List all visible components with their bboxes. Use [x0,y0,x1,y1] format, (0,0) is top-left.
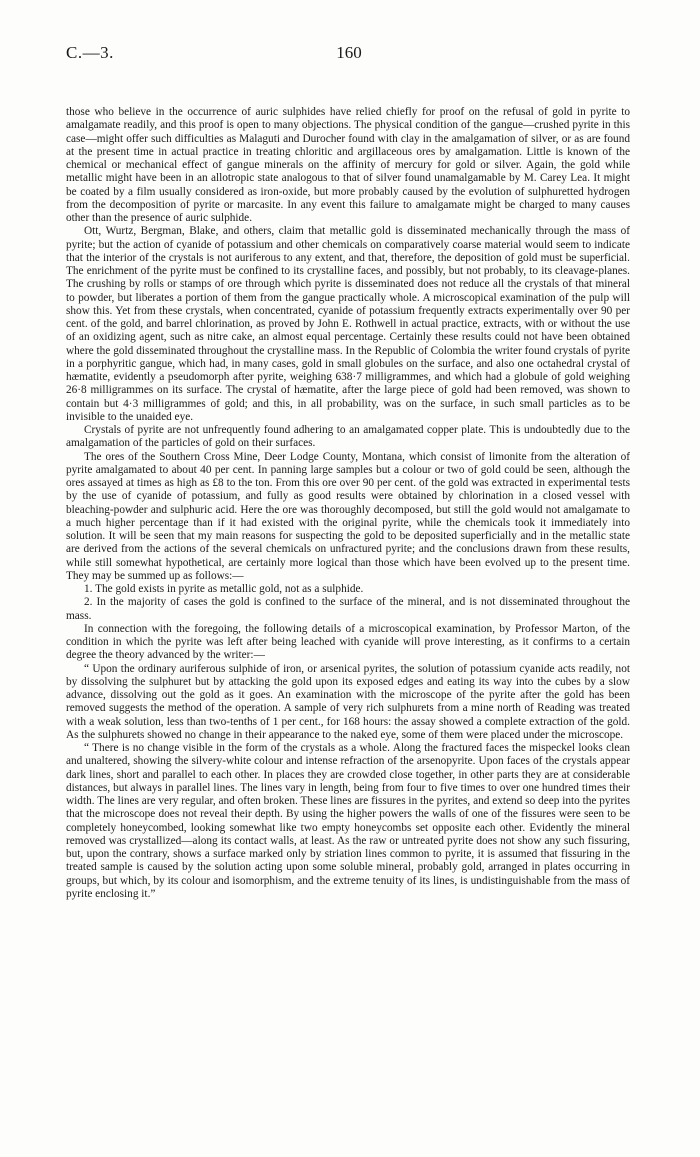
page-number: 160 [336,43,362,62]
conclusion-item-2: 2. In the majority of cases the gold is confined to the surface of the mineral, and is not disseminated throughout the mass. [66,596,630,622]
paragraph-microscopical-examination: In connection with the foregoing, the following details of a microscopical examination, by Professor Marton, of the condition in which the pyrite was left after being leached with cyanide will prove interesting, as it confirms to a certain degree the theory advanced by the writer:— [66,622,630,662]
paragraph-southern-cross-mine: The ores of the Southern Cross Mine, Deer Lodge County, Montana, which consist of limonite from the alteration of pyrite amalgamated to about 40 per cent. In panning large samples but a colour or two of gold could be seen, although the ores assayed at times as high as £8 to the ton. From this ore over 90 per cent. of the gold was extracted in experimental tests by the use of cyanide of potassium, and fully as good results were obtained by chlorination in a closed vessel with bleaching-powder and sulphuric acid. Here the ore was thoroughly decomposed, but still the gold would not amalgamate to a much higher percentage than if it had existed with the original pyrite, while the chemicals took it immediately into solution. It will be seen that my main reasons for suspecting the gold to be deposited superficially and in the metallic state are derived from the actions of the several chemicals on unfractured pyrite; and the conclusions drawn from these results, while still somewhat hypothetical, are certainly more logical than those which have been evolved up to the present time. They may be summed up as follows:— [66,450,630,582]
paragraph-auric-sulphides: those who believe in the occurrence of auric sulphides have relied chiefly for proof on the refusal of gold in pyrite to amalgamate readily, and this proof is open to many objections. The physical condition of the gangue—crushed pyrite in this case—might offer such difficulties as Malaguti and Durocher found with clay in the amalgamation of silver, or as are found at the present time in actual practice in treating chloritic and argillaceous ores by amalgamation. Little is known of the chemical or mechanical effect of gangue minerals on the affinity of mercury for gold or silver. Again, the gold while metallic might have been in an allotropic state analogous to that of silver found unamalgamable by M. Carey Lea. It might be coated by a film usually considered as iron-oxide, but more probably caused by the evolution of sulphuretted hydrogen from the decomposition of pyrite or marcasite. In any event this failure to amalgamate might be charged to many causes other than the presence of auric sulphide. [66,106,630,224]
paragraph-copper-plate: Crystals of pyrite are not unfrequently found adhering to an amalgamated copper plate. This is undoubtedly due to the amalgamation of the particles of gold on their surfaces. [66,424,630,450]
page-header [66,43,632,65]
body-text [66,106,630,901]
document-reference: C.—3. [66,43,114,62]
quote-cyanide-action: “ Upon the ordinary auriferous sulphide of iron, or arsenical pyrites, the solution of potassium cyanide acts readily, not by dissolving the sulphuret but by attacking the gold upon its exposed edges and eating its way into the cubes by a slow advance, dissolving out the gold as it goes. An examination with the microscope of the pyrite after the gold has been removed suggests the method of the operation. A sample of very rich sulphurets from a mine north of Reading was treated with a weak solution, less than two-tenths of 1 per cent., for 168 hours: the assay showed a complete extraction of the gold. As the sulphurets showed no change in their appearance to the naked eye, some of them were placed under the microscope. [66,662,630,741]
conclusion-item-1: 1. The gold exists in pyrite as metallic gold, not as a sulphide. [84,583,364,595]
paragraph-disseminated-gold: Ott, Wurtz, Bergman, Blake, and others, claim that metallic gold is disseminated mechanically through the mass of pyrite; but the action of cyanide of potassium and other chemicals on comparatively coarse material would seem to indicate that the interior of the crystals is not auriferous to any extent, and that, therefore, the deposition of gold must be superficial. The enrichment of the pyrite must be confined to its crystalline faces, and possibly, but not probably, to its cleavage-planes. The crushing by rolls or stamps of ore through which pyrite is disseminated does not reduce all the crystals of that mineral to powder, but liberates a portion of them from the gangue practically whole. A microscopical examination of the pulp will show this. Yet from these crystals, when concentrated, cyanide of potassium frequently extracts experimentally over 90 per cent. of the gold, and barrel chlorination, as proved by John E. Rothwell in actual practice, extracts, with or without the use of an oxidizing agent, such as nitre cake, an almost equal percentage. Certainly these results could not have been obtained where the gold disseminated throughout the crystalline mass. In the Republic of Colombia the writer found crystals of pyrite in a porphyritic gangue, which had, in many cases, gold in small globules on the surface, and also one octahedral crystal of hæmatite, evidently a pseudomorph after pyrite, weighing 638·7 milligrammes, and which had a globule of gold weighing 26·8 milligrammes on its surface. The crystal of hæmatite, after the large piece of gold had been removed, was shown to contain but 4·3 milligrammes of gold; and this, in all probability, was on the surface, in such small particles as to be invisible to the unaided eye. [66,225,630,423]
quote-crystal-fissures: “ There is no change visible in the form of the crystals as a whole. Along the fractured faces the mispeckel looks clean and unaltered, showing the silvery-white colour and intense refraction of the arsenopyrite. Upon faces of the crystals appear dark lines, short and parallel to each other. In places they are crowded close together, in other parts they are at considerable distances, but always in parallel lines. The lines vary in length, being from four to five times to over one hundred times their width. The lines are very regular, and often broken. These lines are fissures in the pyrites, and extend so deep into the pyrites that the microscope does not reveal their depth. By using the higher powers the walls of one of the fissures were seen to be completely honeycombed, looking somewhat like two empty honeycombs set opposite each other. Evidently the mineral removed was crystallized—along its contact walls, at least. As the raw or untreated pyrite does not show any such fissuring, but, upon the contrary, shows a surface marked only by striation lines common to pyrite, it is assumed that fissuring in the treated sample is caused by the solution acting upon some soluble mineral, probably gold, arranged in plates occurring in groups, but which, by its colour and isomorphism, and the extreme tenuity of its lines, is undistinguishable from the mass of pyrite enclosing it.” [66,742,630,900]
